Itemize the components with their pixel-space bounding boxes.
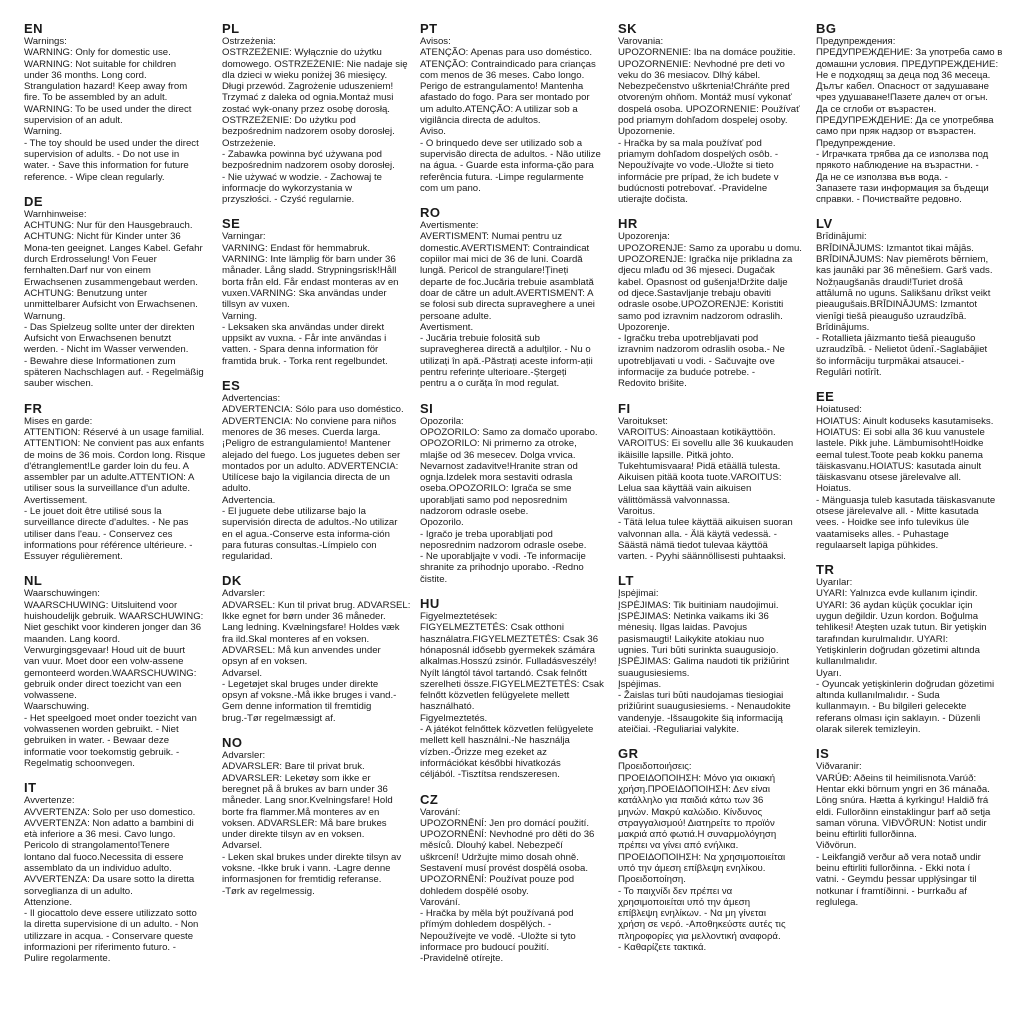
language-code: HU	[420, 596, 440, 612]
warning-block-de	[24, 195, 224, 390]
warning-text: Ostrzeżenia: OSTRZEŻENIE: Wyłącznie do użytku domowego. OSTRZEŻENIE: Nie nadaje się dla dzieci w wieku poniżej 36 miesięcy. Długi przewód. Zagrożenie uduszeniem! Trzymać z daleka od ognia.Montaż musi zostać wyk-onany przez osobę dorosłą. OSTRZEŻENIE: Do użytku pod bezpośrednim nadzorem osoby dorosłej. Ostrzeżenie. - Zabawka powinna być używana pod bezpośrednim nadzorem osoby dorosłej. - Nie używać w wodzie. - Zachowaj te informacje do wykorzystania w przyszłości. - Czyść regularnie.	[222, 36, 408, 206]
language-code: IT	[24, 780, 37, 796]
warning-text: Advarsler: ADVARSEL: Kun til privat brug. ADVARSEL: Ikke egnet for børn under 36 måneder. Lang ledning. Kvælningsfare! Holdes væk fra ild.Skal monteres af en voksen. ADVARSEL: Må kun anvendes under opsyn af en voksen. Advarsel. - Legetøjet skal bruges under direkte opsyn af voksne.-Må ikke bruges i vand.- Gem denne information til fremtidig brug.-Tør regelmæssigt af.	[222, 588, 411, 724]
column-4	[618, 0, 816, 1024]
column-3	[420, 0, 618, 1024]
warning-block-cz	[420, 793, 618, 965]
warning-text: Mises en garde: ATTENTION: Réservé à un usage familial. ATTENTION: Ne convient pas aux enfants de moins de 36 mois. Cordon long. Risque d'étranglement!Le garder loin du feu. A assembler par un adulte.ATTENTION: A utiliser sous la surveillance d'un adulte. Avertissement. - Le jouet doit être utilisé sous la surveillance directe d'adultes. - Ne pas utiliser dans l'eau. - Conservez ces informations pour référence ultérieure. - Essuyer régulièrement.	[24, 415, 206, 563]
language-code: CZ	[420, 791, 439, 807]
warning-block-bg	[816, 22, 1022, 205]
warning-text: Warnings: WARNING: Only for domestic use. WARNING: Not suitable for children under 36 months. Long cord. Strangulation hazard! Keep away from fire. To be assembled by an adult. WARNING: To be used under the direct supervision of an adult. Warning. - The toy should be used under the direct supervision of adults. - Do not use in water. - Save this information for future reference. - Wipe clean regularly.	[24, 36, 199, 183]
language-code: PL	[222, 21, 240, 36]
warning-text: Avvertenze: AVVERTENZA: Solo per uso domestico. AVVERTENZA: Non adatto a bambini di età inferiore a 36 mesi. Cavo lungo. Pericolo di strangolamento!Tenere lontano dal fuoco.Necessita di essere assemblato da un individuo adulto. AVVERTENZA: Da usare sotto la diretta sorveglianza di un adulto. Attenzione. - Il giocattolo deve essere utilizzato sotto la diretta supervisione di un adulto. - Non utilizzare in acqua. - Conservare queste informazioni per riferimento futuro. - Pulire regolarmente.	[24, 795, 199, 965]
warning-block-nl	[24, 574, 224, 769]
language-code: DK	[222, 573, 242, 589]
warning-text: Avisos: ATENÇÃO: Apenas para uso doméstico. ATENÇÃO: Contraindicado para crianças com menos de 36 meses. Cabo longo. Perigo de estrangulamento! Mantenha afastado do fogo. Para ser montado por um adulto.ATENÇÃO: A utilizar sob a vigilância directa de adultos. Aviso. - O brinquedo deve ser utilizado sob a supervisão directa de adultos. - Não utilize na água. - Guarde esta informa-ção para referência futura. -Limpe regularmente com um pano.	[420, 36, 601, 194]
warning-block-fr	[24, 402, 224, 563]
warning-block-es	[222, 379, 420, 562]
warning-block-no	[222, 736, 420, 897]
warning-block-hu	[420, 597, 618, 780]
language-code: EE	[816, 389, 835, 405]
language-code: NO	[222, 735, 243, 751]
warning-block-hr	[618, 217, 816, 389]
warning-text: Avertismente: AVERTISMENT: Numai pentru uz domestic.AVERTISMENT: Contraindicat copiilor mai mici de 36 de luni. Coardă lungă. Pericol de strangulare!Țineți departe de foc.Jucăria trebuie asamblată doar de către un adult.AVERTISMENT: A se folosi sub directa supraveghere a unei persoane adulte. Avertisment. - Jucăria trebuie folosită sub supravegherea directă a adulților. - Nu o utilizați în apă.-Păstrați aceste inform-ații pentru referințe ulterioare.-Ștergeți pentru a o curăța în mod regulat.	[420, 220, 595, 390]
warning-block-lv	[816, 217, 1022, 378]
warning-block-ee	[816, 390, 1022, 551]
language-code: ES	[222, 378, 241, 394]
language-code: RO	[420, 205, 441, 221]
warning-block-pl	[222, 22, 420, 205]
warning-text: Viðvaranir: VARÚÐ: Aðeins til heimilisnota.Varúð: Hentar ekki börnum yngri en 36 mánaða. Löng snúra. Hætta á kyrkingu! Haldið frá eldi. Fullorðinn einstaklingur þarf að setja saman vöruna. VIÐVÖRUN: Notist undir beinu eftirliti fullorðinna. Viðvörun. - Leikfangið verður að vera notað undir beinu eftirliti fullorðinna. - Ekki nota í vatni. - Geymdu þessar upplýsingar til notkunar í framtíðinni. - Þurrkaðu af reglulega.	[816, 761, 991, 908]
warning-block-lt	[618, 574, 816, 735]
warning-text: Предупреждения: ПРЕДУПРЕЖДЕНИЕ: За употреба само в домашни условия. ПРЕДУПРЕЖДЕНИЕ: Не е подходящ за деца под 36 месеца. Дълъг кабел. Опасност от задушаване чрез удушаване!Пазете далеч от огън. Да се сглоби от възрастен. ПРЕДУПРЕЖДЕНИЕ: Да се употребява само при пряк надзор от възрастен. Предупреждение. - Играчката трябва да се използва под прякото наблюдение на възрастни. - Да не се използва във вода. - Запазете тази информация за бъдещи справки. - Почиствайте редовно.	[816, 36, 1003, 206]
warning-text: Advertencias: ADVERTENCIA: Sólo para uso doméstico. ADVERTENCIA: No conviene para niños menores de 36 meses. Cuerda larga. ¡Peligro de estrangulamiento! Mantener alejado del fuego. Los juguetes deben ser montados por un adulto. ADVERTENCIA: Utilícese bajo la vigilancia directa de un adulto. Advertencia. - El juguete debe utilizarse bajo la supervisión directa de adultos.-No utilizar en el agua.-Conserve esta informa-ción para futuras consultas.-Límpielo con regularidad.	[222, 393, 404, 563]
warning-text: Waarschuwingen: WAARSCHUWING: Uitsluitend voor huishoudelijk gebruik. WAARSCHUWING: Niet geschikt voor kinderen jonger dan 36 maanden. Lang koord. Verwurgingsgevaar! Houd uit de buurt van vuur. Moet door een volw-assene gemonteerd worden.WAARSCHUWING: gebruik onder direct toezicht van een volwassene. Waarschuwing. - Het speelgoed moet onder toezicht van volwassenen worden gebruikt. - Niet gebruiken in water. - Bewaar deze informatie voor toekomstig gebruik. - Regelmatig schoonvegen.	[24, 588, 204, 769]
language-code: SI	[420, 400, 434, 416]
language-code: FR	[24, 400, 43, 416]
warning-block-fi	[618, 402, 816, 563]
language-code: IS	[816, 746, 830, 762]
language-code: HR	[618, 216, 638, 232]
warning-text: Upozorenja: UPOZORENJE: Samo za uporabu u domu. UPOZORENJE: Igračka nije prikladna za djecu mlađu od 36 mjeseci. Dugačak kabel. Opasnost od gušenja!Držite dalje od djece.Sastavljanje trebaju obaviti odrasle osobe.UPOZORENJE: Koristiti samo pod izravnim nadzorom odraslih. Upozorenje. - Igračku treba upotrebljavati pod izravnim nadzorom odraslih osoba.- Ne upotrebljavati u vodi. - Sačuvajte ove informacije za buduće potrebe. - Redovito brišite.	[618, 231, 802, 390]
warning-block-dk	[222, 574, 420, 724]
language-code: TR	[816, 562, 835, 578]
warning-block-sk	[618, 22, 816, 205]
language-code: BG	[816, 21, 837, 36]
language-code: SE	[222, 216, 241, 232]
warning-block-se	[222, 217, 420, 367]
language-code: LT	[618, 573, 634, 589]
warning-text: Warnhinweise: ACHTUNG: Nur für den Hausgebrauch. ACHTUNG: Nicht für Kinder unter 36 Mona-ten geeignet. Langes Kabel. Gefahr durch Erdrosselung! Von Feuer fernhalten.Darf nur von einem Erwachsenen zusammengebaut werden. ACHTUNG: Benutzung unter unmittelbarer Aufsicht von Erwachsenen. Warnung. - Das Spielzeug sollte unter der direkten Aufsicht von Erwachsenen benutzt werden. - Nicht im Wasser verwenden. - Bewahre diese Informationen zum späteren Nachschlagen auf. - Regelmäßig sauber wischen.	[24, 208, 204, 390]
warning-text: Įspėjimai: ĮSPĖJIMAS: Tik buitiniam naudojimui. ĮSPĖJIMAS: Netinka vaikams iki 36 mėnesių. Ilgas laidas. Pavojus pasismaugti! Laikykite atokiau nuo ugnies. Turi būti surinkta suaugusiojo. ĮSPĖJIMAS: Galima naudoti tik prižiūrint suaugusiesiems. Įspėjimas. - Žaislas turi būti naudojamas tiesiogiai prižiūrint suaugusiesiems. - Nenaudokite vandenyje. -Išsaugokite šią informaciją ateičiai. -Reguliariai valykite.	[618, 588, 791, 736]
warning-text: Varování: UPOZORNĚNÍ: Jen pro domácí použití. UPOZORNĚNÍ: Nevhodné pro děti do 36 měsíců. Dlouhý kabel. Nebezpečí uškrcení! Udržujte mimo dosah ohně. Sestavení musí provést dospělá osoba. UPOZORNĚNÍ: Používat pouze pod dohledem dospělé osoby. Varování. - Hračka by měla být používaná pod přímým dohledem dospělých. - Nepoužívejte ve vodě. -Uložte si tyto informace pro budoucí použití. -Pravidelně otírejte.	[420, 806, 595, 965]
language-code: SK	[618, 21, 638, 36]
language-code: PT	[420, 21, 438, 36]
warning-text: Varovania: UPOZORNENIE: Iba na domáce použitie. UPOZORNENIE: Nevhodné pre deti vo veku do 36 mesiacov. Dlhý kábel. Nebezpečenstvo uškrtenia!Chráňte pred otvoreným ohňom. Montáž musí vykonať dospelá osoba. UPOZORNENIE: Používať pod priamym dohľadom dospelej osoby. Upozornenie. - Hračka by sa mala používať pod priamym dohľadom dospelých osôb. - Nepoužívajte vo vode.-Uložte si tieto informácie pre prípad, že ich budete v budúcnosti potrebovať. -Pravidelne utierajte dočista.	[618, 36, 800, 206]
warning-block-si	[420, 402, 618, 585]
warning-text: Uyarılar: UYARI: Yalnızca evde kullanım içindir. UYARI: 36 aydan küçük çocuklar için uygun değildir. Uzun kordon. Boğulma tehlikesi! Ateşten uzak tutun. Bir yetişkin tarafından kurulmalıdır. UYARI: Yetişkinlerin doğrudan gözetimi altında kullanılmalıdır. Uyarı. - Oyuncak yetişkinlerin doğrudan gözetimi altında kullanılmalıdır. - Suda kullanmayın. - Bu bilgileri gelecekte referans olması için saklayın. - Düzenli olarak silerek temizleyin.	[816, 577, 995, 736]
warning-text: Varningar: VARNING: Endast för hemmabruk. VARNING: Inte lämplig för barn under 36 månader. Lång sladd. Strypningsrisk!Håll borta från eld. Får endast monteras av en vuxen.VARNING: Ska användas under tillsyn av vuxen. Varning. - Leksaken ska användas under direkt uppsikt av vuxna. - Får inte användas i vatten. - Spara denna information för framtida bruk. - Torka rent regelbundet.	[222, 231, 399, 367]
warning-block-it	[24, 781, 224, 964]
column-1	[24, 0, 224, 1024]
language-code: NL	[24, 573, 43, 589]
warning-text: Advarsler: ADVARSLER: Bare til privat bruk. ADVARSLER: Leketøy som ikke er beregnet på å brukes av barn under 36 måneder. Lang snor.Kvelningsfare! Hold borte fra flammer.Må monteres av en voksen. ADVARSLER: Må bare brukes under direkte tilsyn av en voksen. Advarsel. - Leken skal brukes under direkte tilsyn av voksne. -Ikke bruk i vann. -Lagre denne informasjonen for fremtidig referanse. -Tørk av regelmessig.	[222, 750, 402, 897]
warning-text: Hoiatused: HOIATUS: Ainult koduseks kasutamiseks. HOIATUS: Ei sobi alla 36 kuu vanustele lastele. Pikk juhe. Lämbumisoht!Hoidke eemal tulest.Toote peab kokku panema täiskasvanu.HOIATUS: kasutada ainult täiskasvanu otsese järelevalve all. Hoiatus. - Mänguasja tuleb kasutada täiskasvanute otsese järelevalve all. - Mitte kasutada vees. - Hoidke see info tulevikus üle vaatamiseks alles. - Puhastage regulaarselt lapiga pühkides.	[816, 404, 996, 551]
warning-block-ro	[420, 206, 618, 389]
warning-text: Προειδοποιήσεις: ΠΡΟΕΙΔΟΠΟΙΗΣΗ: Μόνο για οικιακή χρήση.ΠΡΟΕΙΔΟΠΟΙΗΣΗ: Δεν είναι κατάλληλο για παιδιά κάτω των 36 μηνών. Μακρύ καλώδιο. Κίνδυνος στραγγαλισμού! Διατηρείτε το προϊόν μακριά από φωτιά.Η συναρμολόγηση πρέπει να γίνει από ενήλικα. ΠΡΟΕΙΔΟΠΟΙΗΣΗ: Να χρησιμοποιείται υπό την άμεση επίβλεψη ενηλίκου. Προειδοποίηση. - Το παιχνίδι δεν πρέπει να χρησιμοποιείται υπό την άμεση επίβλεψη ενηλίκων. - Να μη γίνεται χρήση σε νερό. -Αποθηκεύστε αυτές τις πληροφορίες για μελλοντική αναφορά. - Καθαρίζετε τακτικά.	[618, 761, 786, 954]
warning-block-en	[24, 22, 224, 183]
column-5	[816, 0, 1022, 1024]
column-2	[222, 0, 420, 1024]
warning-text: Opozorila: OPOZORILO: Samo za domačo uporabo. OPOZORILO: Ni primerno za otroke, mlajše od 36 mesecev. Dolga vrvica. Nevarnost zadavitve!Hranite stran od ognja.Izdelek mora sestaviti odrasla oseba.OPOZORILO: Igrača se sme uporabljati samo pod neposrednim nadzorom odrasle osebe. Opozorilo. - Igračo je treba uporabljati pod neposrednim nadzorom odrasle osebe. - Ne uporabljajte v vodi. -Te informacije shranite za prihodnjo uporabo. -Redno čistite.	[420, 415, 598, 585]
warning-text: Varoitukset: VAROITUS: Ainoastaan kotikäyttöön. VAROITUS: Ei sovellu alle 36 kuukauden ikäisille lapsille. Pitkä johto. Tukehtumisvaara! Pidä etäällä tulesta. Aikuisen pitää koota tuote.VAROITUS: Lelua saa käyttää vain aikuisen välittömässä valvonnassa. Varoitus. - Tätä lelua tulee käyttää aikuisen suoran valvonnan alla. - Älä käytä vedessä. - Säästä nämä tiedot tulevaa käyttöä varten. - Pyyhi säännöllisesti puhtaaksi.	[618, 415, 794, 563]
warning-block-gr	[618, 747, 816, 953]
language-code: GR	[618, 746, 639, 762]
warning-block-is	[816, 747, 1022, 908]
warning-text: Figyelmeztetések: FIGYELMEZTETÉS: Csak otthoni használatra.FIGYELMEZTETÉS: Csak 36 hónaposnál idősebb gyermekek számára alkalmas.Hosszú zsinór. Fulladásveszély! Nyílt lángtól távol tartandó. Csak felnőtt szerelheti össze.FIGYELMEZTETÉS: Csak felnőtt közvetlen felügyelete mellett használható. Figyelmeztetés. - A játékot felnőttek közvetlen felügyelete mellett kell használni.-Ne használja vízben.-Őrizze meg ezeket az információkat későbbi hivatkozás céljából. -Tisztítsa rendszeresen.	[420, 611, 604, 781]
language-code: FI	[618, 400, 631, 416]
warning-text: Brīdinājumi: BRĪDINĀJUMS: Izmantot tikai mājās. BRĪDINĀJUMS: Nav piemērots bērniem, kas jaunāki par 36 mēnešiem. Garš vads. Nožņaugšanās draudi!Turiet drošā attālumā no uguns. Salikšanu drīkst veikt pieaugušais.BRĪDINĀJUMS: Izmantot vienīgi tiešā pieaugušo uzraudzībā. Brīdinājums. - Rotallieta jāizmanto tiešā pieaugušo uzraudzībā. - Nelietot ūdenī.-Saglabājiet šo informāciju turpmākai atsaucei.- Regulāri notīrīt.	[816, 231, 993, 379]
language-code: EN	[24, 21, 44, 36]
language-code: LV	[816, 216, 833, 232]
warning-block-pt	[420, 22, 618, 194]
language-code: DE	[24, 193, 44, 209]
warning-block-tr	[816, 563, 1022, 735]
